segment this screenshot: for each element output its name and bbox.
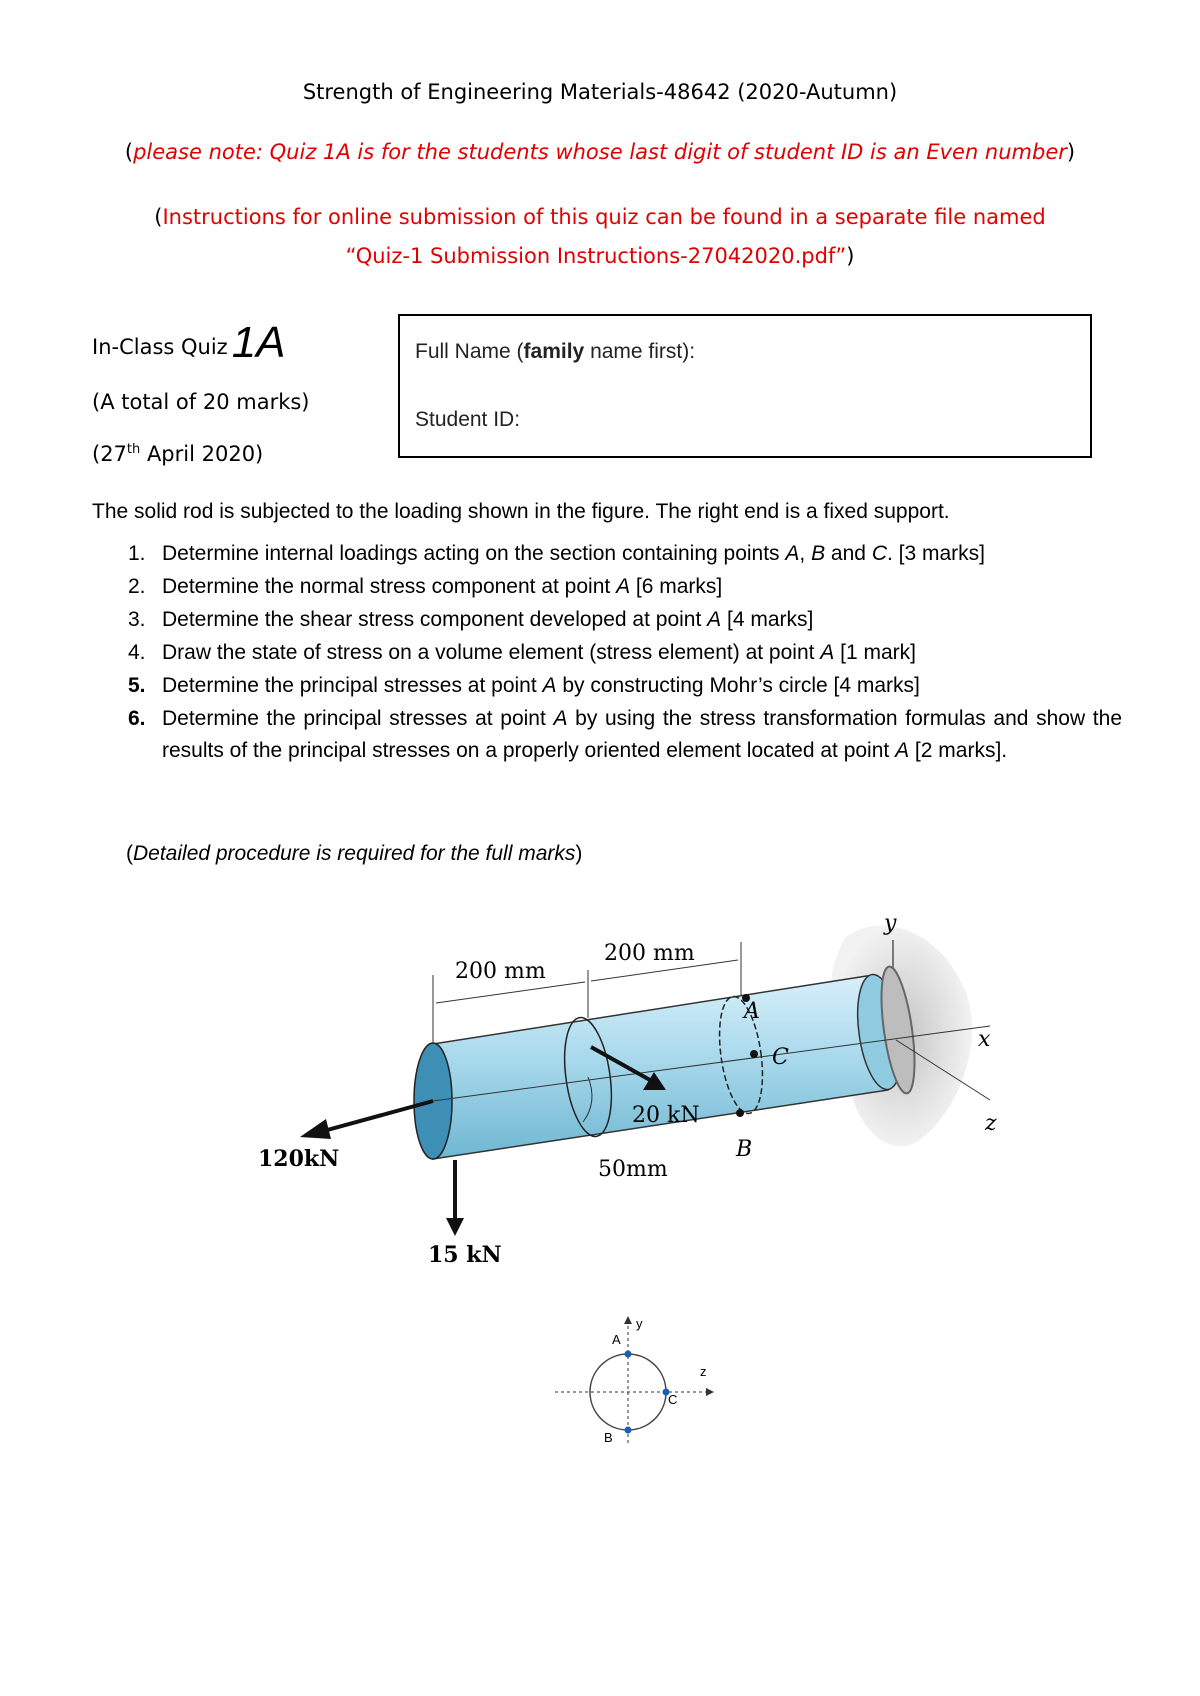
q6-point-a: A [553, 707, 568, 730]
detail-open: ( [126, 842, 133, 865]
q6-marks: [2 marks]. [909, 739, 1008, 762]
instr-line1-text: Instructions for online submission of this quiz can be found in a separate file named [162, 205, 1046, 229]
section-z-arrowhead [706, 1388, 714, 1396]
q1-sep1: , [799, 542, 812, 565]
axis-x-label: x [978, 1027, 991, 1052]
axial-force-label: 120kN [258, 1146, 340, 1172]
note-text: please note: Quiz 1A is for the students whose last digit of student ID is an Even number [133, 140, 1067, 164]
q1-marks: . [3 marks] [886, 542, 986, 565]
q5-text: Determine the principal stresses at point [162, 674, 543, 697]
question-number: 1. [128, 542, 146, 565]
section-b-label: B [604, 1430, 613, 1445]
problem-intro: The solid rod is subjected to the loading shown in the figure. The right end is a fixed support. [92, 500, 950, 523]
q1-point-a: A [785, 542, 800, 565]
q3-point-a: A [707, 608, 722, 631]
full-name-pre: Full Name ( [415, 340, 524, 363]
document-title: Strength of Engineering Materials-48642 (2020-Autumn) [302, 80, 898, 104]
detail-close: ) [575, 842, 583, 865]
section-y-arrowhead [624, 1316, 632, 1324]
point-c-label: C [772, 1045, 789, 1070]
quiz-label-text: In-Class Quiz [92, 335, 228, 359]
quiz-code: 1A [231, 318, 286, 367]
date-pre: (27 [92, 442, 127, 466]
total-marks: (A total of 20 marks) [92, 390, 310, 414]
q3-marks: [4 marks] [721, 608, 814, 631]
section-c-label: C [668, 1392, 678, 1407]
question-number: 2. [128, 575, 146, 598]
point-c-marker [750, 1050, 758, 1058]
q6-text: Determine the principal stresses at point [162, 707, 554, 730]
point-b-label: B [736, 1137, 753, 1162]
dim-left-label: 200 mm [455, 959, 546, 984]
dim-right-label: 200 mm [604, 941, 695, 966]
question-number: 4. [128, 641, 146, 664]
q4-text: Draw the state of stress on a volume element (stress element) at point [162, 641, 821, 664]
q1-point-b: B [811, 542, 826, 565]
q5-point-a: A [542, 674, 557, 697]
q2-marks: [6 marks] [630, 575, 723, 598]
q1-text: Determine internal loadings acting on the section containing points [162, 542, 786, 565]
vertical-force-label: 15 kN [428, 1242, 502, 1268]
side-force-label: 20 kN [632, 1103, 700, 1128]
detail-text: Detailed procedure is required for the full marks [133, 842, 576, 865]
section-z-label: z [700, 1364, 707, 1379]
question-number: 6. [128, 707, 146, 730]
q6-text2: by using the stress transformation formulas and show the results of the principal stresses on a properly oriented element located at point [162, 707, 1122, 762]
question-number: 5. [128, 674, 146, 697]
q2-text: Determine the normal stress component at point [162, 575, 617, 598]
vertical-force-arrowhead [446, 1218, 464, 1236]
date-sup: th [126, 442, 141, 457]
note-open: ( [124, 140, 134, 164]
section-y-label: y [636, 1316, 643, 1331]
point-a-label: A [744, 999, 760, 1024]
student-id-field[interactable]: Student ID: [415, 408, 521, 431]
q2-point-a: A [616, 575, 631, 598]
section-point-a [625, 1351, 632, 1358]
q5-marks: by constructing Mohr’s circle [4 marks] [556, 674, 920, 697]
axis-y-label: y [884, 911, 897, 936]
q3-text: Determine the shear stress component developed at point [162, 608, 708, 631]
dim-line-left [436, 982, 585, 1003]
instr-open: ( [154, 205, 163, 229]
radius-label: 50mm [598, 1157, 668, 1182]
rod-body [433, 975, 888, 1159]
axis-z-label: z [985, 1111, 997, 1136]
instr-line2-text: “Quiz-1 Submission Instructions-27042020.pdf” [345, 244, 847, 268]
question-number: 3. [128, 608, 146, 631]
section-point-b [625, 1427, 632, 1434]
full-name-bold: family [523, 340, 585, 363]
full-name-post: name first): [584, 340, 696, 363]
q4-point-a: A [820, 641, 835, 664]
axial-force-arrowhead [300, 1119, 331, 1139]
point-b-marker [736, 1109, 744, 1117]
note-close: ) [1066, 140, 1076, 164]
q1-point-c: C [871, 542, 887, 565]
q4-marks: [1 mark] [834, 641, 916, 664]
date-post: April 2020) [140, 442, 264, 466]
q6-point-a2: A [895, 739, 910, 762]
section-a-label: A [612, 1332, 621, 1347]
q1-sep2: and [825, 542, 872, 565]
instr-close: ) [846, 244, 855, 268]
